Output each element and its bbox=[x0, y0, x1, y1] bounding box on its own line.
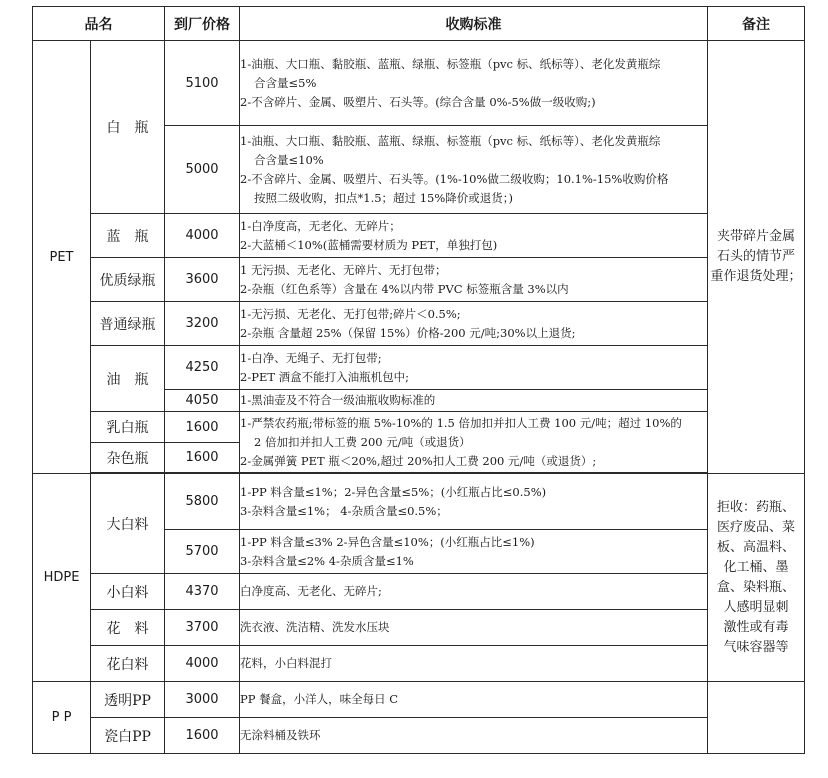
price-cell: 1600 bbox=[165, 443, 240, 473]
table-row bbox=[33, 41, 805, 126]
standard-cell: 1-严禁农药瓶;带标签的瓶 5%-10%的 1.5 倍加扣并扣人工费 100 元/吨；超过 10%的 2 倍加扣并扣人工费 200 元/吨（或退货） 2-金属弹簧 PET 瓶＜20%,超过 20%扣人工费 200 元/吨（或退货）; bbox=[240, 412, 708, 473]
item-name-flower-white: 花白料 bbox=[91, 646, 165, 682]
standard-cell: 1-无污损、无老化、无打包带;碎片＜0.5%; 2-杂瓶 含量超 25%（保留 15%）价格-200 元/吨;30%以上退货; bbox=[240, 302, 708, 346]
remark-cell-pet: 夹带碎片金属 石头的情节严 重作退货处理； bbox=[708, 41, 805, 474]
table-row bbox=[33, 718, 805, 754]
price-cell: 4000 bbox=[165, 214, 240, 258]
price-cell: 5100 bbox=[165, 41, 240, 126]
price-cell: 3700 bbox=[165, 610, 240, 646]
table-row bbox=[33, 214, 805, 258]
item-name-flower: 花 料 bbox=[91, 610, 165, 646]
category-hdpe: HDPE bbox=[33, 474, 91, 682]
item-name-big-white: 大白料 bbox=[91, 474, 165, 574]
table-row bbox=[33, 474, 805, 530]
price-cell: 1600 bbox=[165, 718, 240, 754]
remark-cell-hdpe: 拒收：药瓶、 医疗废品、菜 板、高温料、 化工桶、墨 盒、染料瓶、 人感明显刺 激性或有毒 气味容器等 bbox=[708, 474, 805, 682]
standard-cell: 1-白净度高，无老化、无碎片； 2-大蓝桶＜10%(蓝桶需要材质为 PET，单独打包) bbox=[240, 214, 708, 258]
header-standard: 收购标准 bbox=[240, 7, 708, 41]
standard-cell: 白净度高、无老化、无碎片; bbox=[240, 574, 708, 610]
standard-cell: 洗衣液、洗洁精、洗发水压块 bbox=[240, 610, 708, 646]
standard-cell: 无涂料桶及铁环 bbox=[240, 718, 708, 754]
category-pp: P P bbox=[33, 682, 91, 754]
item-name-mixed-color: 杂色瓶 bbox=[91, 443, 165, 473]
standard-cell: 1-油瓶、大口瓶、黏胶瓶、蓝瓶、绿瓶、标签瓶（pvc 标、纸标等）、老化发黄瓶综 合含量≤5% 2-不含碎片、金属、吸塑片、石头等。(综合含量 0%-5%做一级收购;) bbox=[240, 41, 708, 126]
price-cell: 4000 bbox=[165, 646, 240, 682]
table-row bbox=[33, 412, 805, 443]
standard-cell: 花料，小白料混打 bbox=[240, 646, 708, 682]
item-name-white-bottle: 白 瓶 bbox=[91, 41, 165, 214]
price-cell: 1600 bbox=[165, 412, 240, 443]
table-row bbox=[33, 258, 805, 302]
standard-cell: 1-油瓶、大口瓶、黏胶瓶、蓝瓶、绿瓶、标签瓶（pvc 标、纸标等）、老化发黄瓶综 合含量≤10% 2-不含碎片、金属、吸塑片、石头等。(1%-10%做二级收购；10.1%-15%收购价格 按照二级收购，扣点*1.5；超过 15%降价或退货；) bbox=[240, 126, 708, 214]
price-cell: 4250 bbox=[165, 346, 240, 390]
item-name-green-hq: 优质绿瓶 bbox=[91, 258, 165, 302]
table-row bbox=[33, 302, 805, 346]
standard-cell: 1-PP 料含量≤1%；2-异色含量≤5%；(小红瓶占比≤0.5%) 3-杂料含量≤1%； 4-杂质含量≤0.5%； bbox=[240, 474, 708, 530]
table-row bbox=[33, 682, 805, 718]
item-name-small-white: 小白料 bbox=[91, 574, 165, 610]
price-cell: 3200 bbox=[165, 302, 240, 346]
standard-cell: 1-白净、无绳子、无打包带; 2-PET 酒盒不能打入油瓶机包中; bbox=[240, 346, 708, 390]
item-name-oil-bottle: 油 瓶 bbox=[91, 346, 165, 412]
standard-cell: PP 餐盒，小洋人，味全每日 C bbox=[240, 682, 708, 718]
price-cell: 5700 bbox=[165, 530, 240, 574]
standard-cell: 1 无污损、无老化、无碎片、无打包带； 2-杂瓶（红色系等）含量在 4%以内带 PVC 标签瓶含量 3%以内 bbox=[240, 258, 708, 302]
table-row bbox=[33, 646, 805, 682]
header-remark: 备注 bbox=[708, 7, 805, 41]
price-cell: 3600 bbox=[165, 258, 240, 302]
price-cell: 5000 bbox=[165, 126, 240, 214]
remark-cell-pp bbox=[708, 682, 805, 754]
table-header-row bbox=[33, 7, 805, 41]
price-table bbox=[32, 6, 805, 754]
standard-cell: 1-PP 料含量≤3% 2-异色含量≤10%；(小红瓶占比≤1%) 3-杂料含量≤2% 4-杂质含量≤1% bbox=[240, 530, 708, 574]
table-row bbox=[33, 610, 805, 646]
item-name-milk-white: 乳白瓶 bbox=[91, 412, 165, 443]
price-cell: 5800 bbox=[165, 474, 240, 530]
item-name-porcelain-pp: 瓷白PP bbox=[91, 718, 165, 754]
item-name-blue-bottle: 蓝 瓶 bbox=[91, 214, 165, 258]
item-name-green: 普通绿瓶 bbox=[91, 302, 165, 346]
price-cell: 4370 bbox=[165, 574, 240, 610]
category-pet: PET bbox=[33, 41, 91, 474]
price-cell: 4050 bbox=[165, 390, 240, 412]
table-row bbox=[33, 346, 805, 390]
table-row bbox=[33, 574, 805, 610]
header-price: 到厂价格 bbox=[165, 7, 240, 41]
item-name-clear-pp: 透明PP bbox=[91, 682, 165, 718]
standard-cell: 1-黑油壶及不符合一级油瓶收购标准的 bbox=[240, 390, 708, 412]
price-cell: 3000 bbox=[165, 682, 240, 718]
header-name: 品名 bbox=[33, 7, 165, 41]
